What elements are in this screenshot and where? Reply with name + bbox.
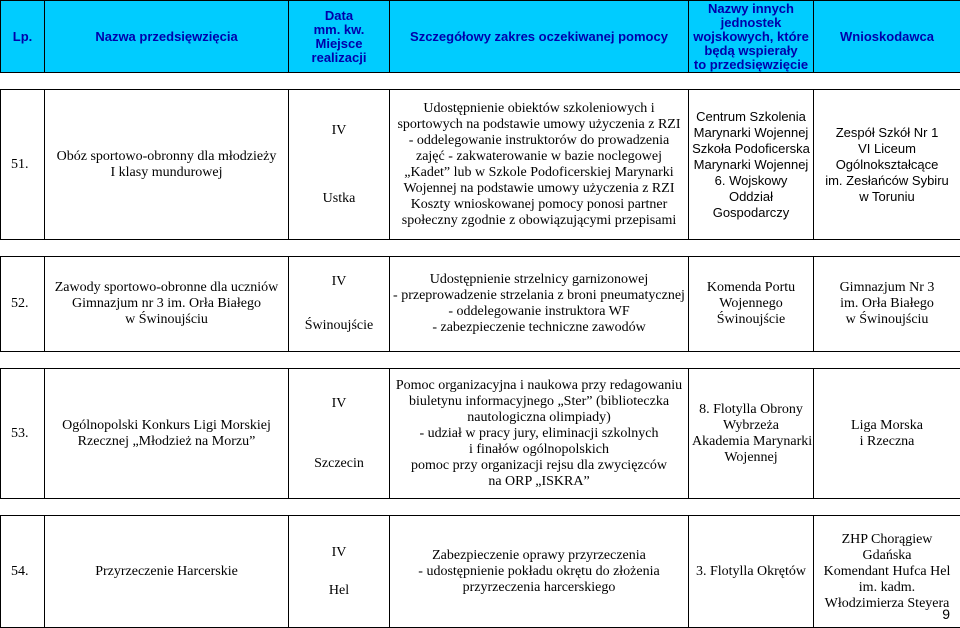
row-number: 51. bbox=[1, 90, 45, 240]
event-name: Zawody sportowo-obronne dla uczniów Gimnazjum nr 3 im. Orła Białego w Świnoujściu bbox=[45, 257, 289, 352]
applicant: Zespół Szkół Nr 1 VI Liceum Ogólnokształcące im. Zesłańców Sybiru w Toruniu bbox=[814, 90, 960, 240]
row-number: 54. bbox=[1, 516, 45, 628]
supporting-units: Centrum Szkolenia Marynarki Wojennej Szkoła Podoficerska Marynarki Wojennej 6. Wojskowy Oddział Gospodarczy bbox=[689, 90, 814, 240]
row-number: 52. bbox=[1, 257, 45, 352]
quarter: IV bbox=[292, 396, 386, 412]
supporting-units: Komenda Portu Wojennego Świnoujście bbox=[689, 257, 814, 352]
table-row bbox=[1, 516, 960, 628]
header-name: Nazwa przedsięwzięcia bbox=[45, 1, 289, 73]
header-applicant: Wnioskodawca bbox=[814, 1, 960, 73]
scope: Udostępnienie obiektów szkoleniowych i sportowych na podstawie umowy użyczenia z RZI - oddelegowanie instruktorów do prowadzenia zajęć - zakwaterowanie w bazie noclegowej „Kadet” lub w Szkole Podoficerskiej Marynarki Wojennej na podstawie umowy użyczenia z RZI Koszty wnioskowanej pomocy ponosi partner społeczny zgodnie z obowiązującymi przepisami bbox=[390, 90, 689, 240]
event-name: Przyrzeczenie Harcerskie bbox=[45, 516, 289, 628]
applicant: Liga Morska i Rzeczna bbox=[814, 369, 960, 499]
quarter: IV bbox=[292, 123, 386, 139]
header-lp: Lp. bbox=[1, 1, 45, 73]
table-row bbox=[1, 369, 960, 499]
scope: Zabezpieczenie oprawy przyrzeczenia - udostępnienie pokładu okrętu do złożenia przyrzeczenia harcerskiego bbox=[390, 516, 689, 628]
row-spacer bbox=[1, 499, 960, 516]
applicant: Gimnazjum Nr 3 im. Orła Białego w Świnoujściu bbox=[814, 257, 960, 352]
header-date-place: Data mm. kw. Miejsce realizacji bbox=[289, 1, 390, 73]
place: Ustka bbox=[292, 191, 386, 207]
scope: Pomoc organizacyjna i naukowa przy redagowaniu biuletynu informacyjnego „Ster” (biblioteczka nautologiczna olimpiady) - udział w pracy jury, eliminacji szkolnych i finałów ogólnopolskich pomoc przy organizacji rejsu dla zwycięzców na ORP „ISKRA” bbox=[390, 369, 689, 499]
applicant: ZHP Chorągiew Gdańska Komendant Hufca Hel im. kadm. Włodzimierza Steyera bbox=[814, 516, 960, 628]
row-spacer bbox=[1, 352, 960, 369]
table-row bbox=[1, 90, 960, 240]
place: Świnoujście bbox=[292, 318, 386, 334]
supporting-units: 8. Flotylla Obrony Wybrzeża Akademia Marynarki Wojennej bbox=[689, 369, 814, 499]
date-place bbox=[289, 369, 390, 499]
page-number: 9 bbox=[942, 606, 950, 622]
scope: Udostępnienie strzelnicy garnizonowej - przeprowadzenie strzelania z broni pneumatycznej - oddelegowanie instruktora WF - zabezpieczenie techniczne zawodów bbox=[390, 257, 689, 352]
event-name: Ogólnopolski Konkurs Ligi Morskiej Rzecznej „Młodzież na Morzu” bbox=[45, 369, 289, 499]
header-other-units: Nazwy innych jednostek wojskowych, które będą wspierały to przedsięwzięcie bbox=[689, 1, 814, 73]
quarter: IV bbox=[292, 545, 386, 561]
place: Hel bbox=[292, 583, 386, 599]
date-place bbox=[289, 90, 390, 240]
event-name: Obóz sportowo-obronny dla młodzieży I klasy mundurowej bbox=[45, 90, 289, 240]
row-spacer bbox=[1, 240, 960, 257]
supporting-units: 3. Flotylla Okrętów bbox=[689, 516, 814, 628]
place: Szczecin bbox=[292, 456, 386, 472]
table-row bbox=[1, 257, 960, 352]
row-spacer bbox=[1, 73, 960, 90]
table-header-row bbox=[1, 1, 960, 73]
date-place bbox=[289, 516, 390, 628]
row-number: 53. bbox=[1, 369, 45, 499]
date-place bbox=[289, 257, 390, 352]
header-scope: Szczegółowy zakres oczekiwanej pomocy bbox=[390, 1, 689, 73]
quarter: IV bbox=[292, 274, 386, 290]
